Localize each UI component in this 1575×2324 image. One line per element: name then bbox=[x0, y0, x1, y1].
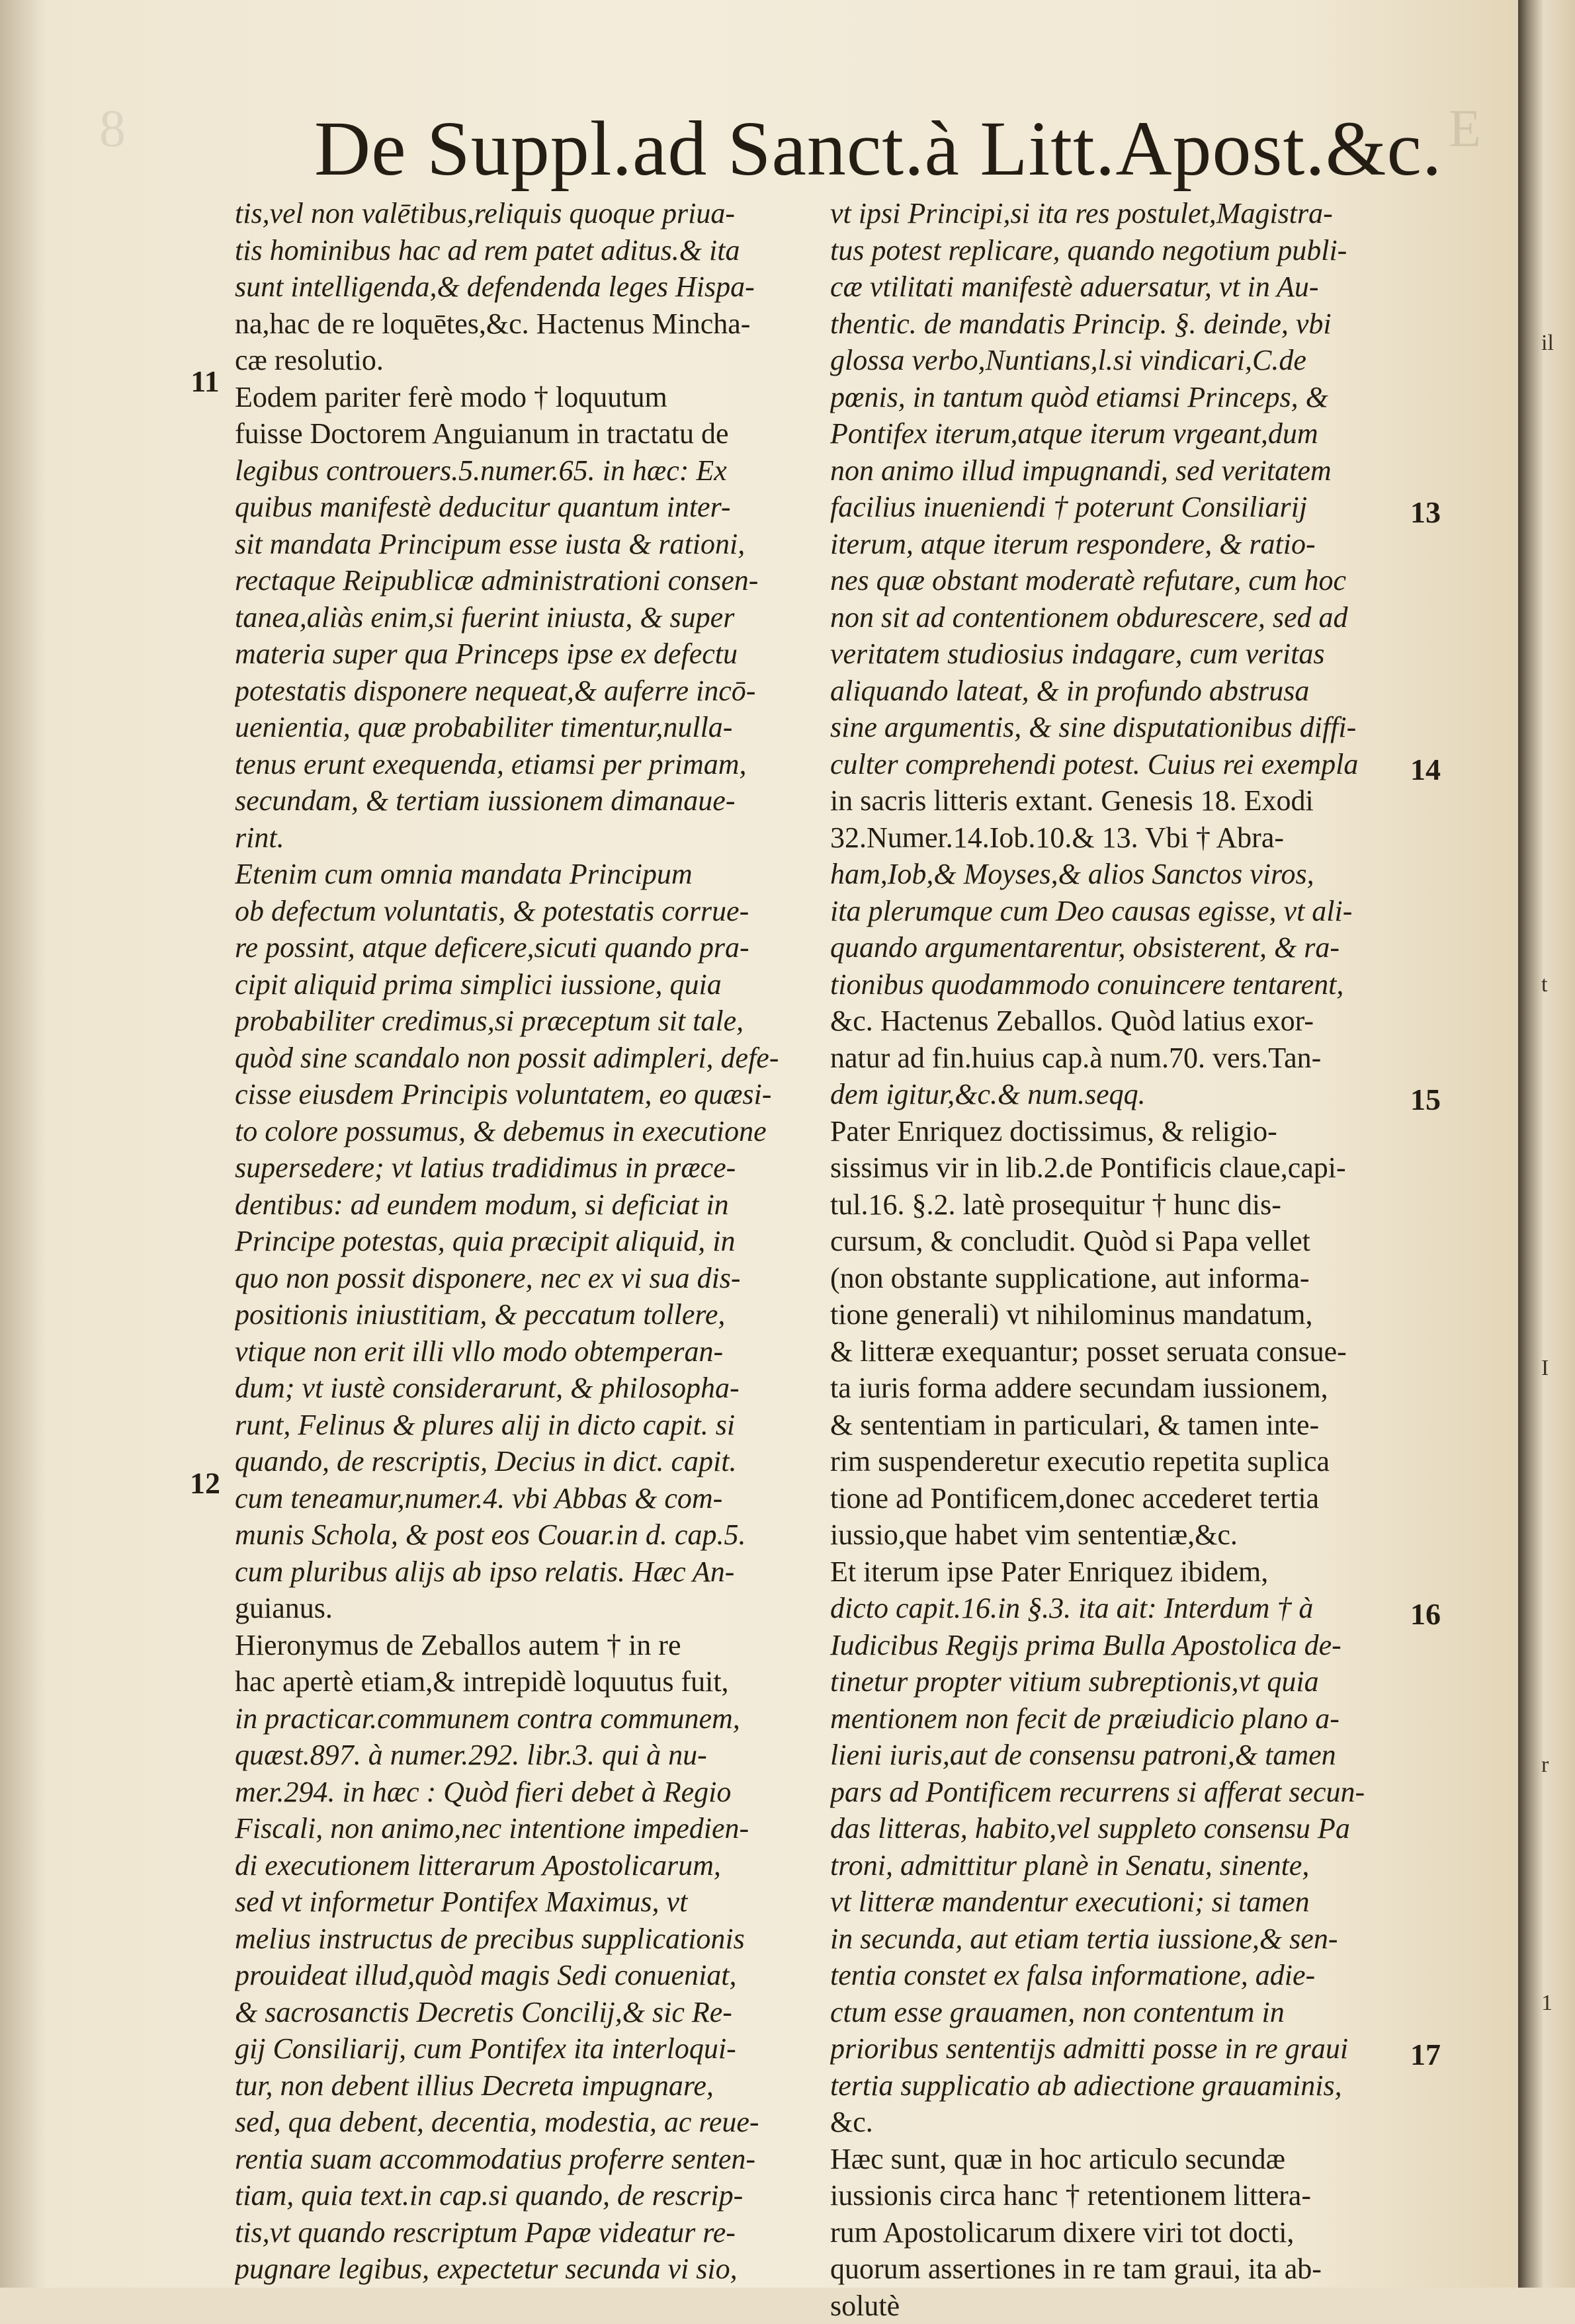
text-line: pœnis, in tantum quòd etiamsi Princeps, & bbox=[830, 379, 1412, 416]
text-line: tenus erunt exequenda, etiamsi per primam, bbox=[235, 746, 817, 783]
text-line: sine argumentis, & sine disputationibus diffi- bbox=[830, 709, 1412, 746]
text-line: sed vt informetur Pontifex Maximus, vt bbox=[235, 1884, 817, 1921]
text-line: quando argumentarentur, obsisterent, & ra- bbox=[830, 929, 1412, 966]
text-line: Hieronymus de Zeballos autem † in re bbox=[235, 1627, 817, 1664]
text-line: melius instructus de precibus supplicationis bbox=[235, 1921, 817, 1958]
text-line: legibus controuers.5.numer.65. in hæc: Ex bbox=[235, 452, 817, 489]
text-line: rectaque Reipublicæ administrationi consen- bbox=[235, 562, 817, 599]
text-line: ob defectum voluntatis, & potestatis corrue- bbox=[235, 893, 817, 930]
text-line: tinetur propter vitium subreptionis,vt quia bbox=[830, 1663, 1412, 1700]
margin-number-11: 11 bbox=[179, 364, 232, 399]
text-line: & sacrosanctis Decretis Concilij,& sic Re- bbox=[235, 1994, 817, 2031]
text-line: potestatis disponere nequeat,& auferre incō- bbox=[235, 673, 817, 710]
text-line: supersedere; vt latius tradidimus in præce- bbox=[235, 1149, 817, 1186]
text-line: & sententiam in particulari, & tamen inte- bbox=[830, 1407, 1412, 1444]
text-line: das litteras, habito,vel suppleto consensu Pa bbox=[830, 1810, 1412, 1847]
text-line: quorum assertiones in re tam graui, ita ab- bbox=[830, 2251, 1412, 2288]
text-line: runt, Felinus & plures alij in dicto capit. si bbox=[235, 1407, 817, 1444]
text-line: tentia constet ex falsa informatione, adie- bbox=[830, 1957, 1412, 1994]
text-line: tionibus quodammodo conuincere tentarent, bbox=[830, 966, 1412, 1003]
margin-number-12: 12 bbox=[179, 1466, 232, 1501]
text-line: cum pluribus alijs ab ipso relatis. Hæc An- bbox=[235, 1554, 817, 1591]
text-line: guianus. bbox=[235, 1590, 817, 1627]
text-line: (non obstante supplicatione, aut informa- bbox=[830, 1260, 1412, 1297]
text-line: quæst.897. à numer.292. libr.3. qui à nu- bbox=[235, 1737, 817, 1774]
text-line: cipit aliquid prima simplici iussione, quia bbox=[235, 966, 817, 1003]
text-line: pugnare legibus, expectetur secunda vi sio, bbox=[235, 2251, 817, 2288]
text-line: dum; vt iustè considerarunt, & philosopha- bbox=[235, 1370, 817, 1407]
text-line: to colore possumus, & debemus in executione bbox=[235, 1113, 817, 1150]
text-line: tis hominibus hac ad rem patet aditus.& ita bbox=[235, 232, 817, 269]
text-line: sed, qua debent, decentia, modestia, ac reue- bbox=[235, 2104, 817, 2141]
text-line: rint. bbox=[235, 819, 817, 856]
bleed-through-mark-right: E bbox=[1449, 99, 1481, 159]
text-line: ita plerumque cum Deo causas egisse, vt ali- bbox=[830, 893, 1412, 930]
bleed-through-mark: 8 bbox=[99, 99, 126, 159]
text-line: Eodem pariter ferè modo † loquutum bbox=[235, 379, 817, 416]
text-line: vt litteræ mandentur executioni; si tamen bbox=[830, 1884, 1412, 1921]
text-line: rentia suam accommodatius proferre senten- bbox=[235, 2141, 817, 2178]
running-head: De Suppl.ad Sanct.à Litt.Apost.&c. bbox=[314, 103, 1320, 195]
text-line: prouideat illud,quòd magis Sedi conueniat, bbox=[235, 1957, 817, 1994]
text-line: hac apertè etiam,& intrepidè loquutus fuit, bbox=[235, 1663, 817, 1700]
text-line: ham,Iob,& Moyses,& alios Sanctos viros, bbox=[830, 856, 1412, 893]
text-line: culter comprehendi potest. Cuius rei exempla bbox=[830, 746, 1412, 783]
text-line: tione ad Pontificem,donec accederet tertia bbox=[830, 1480, 1412, 1517]
text-line: rim suspenderetur executio repetita suplica bbox=[830, 1443, 1412, 1480]
text-line: probabiliter credimus,si præceptum sit tale, bbox=[235, 1003, 817, 1040]
text-line: & litteræ exequantur; posset seruata consue- bbox=[830, 1333, 1412, 1370]
text-line: tis,vel non valētibus,reliquis quoque priua- bbox=[235, 195, 817, 232]
text-line: positionis iniustitiam, & peccatum tollere, bbox=[235, 1296, 817, 1333]
text-line: cursum, & concludit. Quòd si Papa vellet bbox=[830, 1223, 1412, 1260]
text-line: quo non possit disponere, nec ex vi sua dis- bbox=[235, 1260, 817, 1297]
text-line: mer.294. in hæc : Quòd fieri debet à Regio bbox=[235, 1774, 817, 1811]
text-line: veritatem studiosius indagare, cum veritas bbox=[830, 636, 1412, 673]
text-line: re possint, atque deficere,sicuti quando pra- bbox=[235, 929, 817, 966]
text-line: ctum esse grauamen, non contentum in bbox=[830, 1994, 1412, 2031]
text-line: gij Consiliarij, cum Pontifex ita interloqui- bbox=[235, 2030, 817, 2067]
text-line: cisse eiusdem Principis voluntatem, eo quæsi- bbox=[235, 1076, 817, 1113]
edge-fragment: 1 bbox=[1541, 1991, 1568, 2016]
gutter-shadow bbox=[0, 0, 46, 2288]
text-line: mentionem non fecit de præiudicio plano a- bbox=[830, 1700, 1412, 1737]
text-line: iussio,que habet vim sententiæ,&c. bbox=[830, 1516, 1412, 1554]
margin-number-15: 15 bbox=[1399, 1082, 1452, 1117]
text-line: Iudicibus Regijs prima Bulla Apostolica de- bbox=[830, 1627, 1412, 1664]
text-line: natur ad fin.huius cap.à num.70. vers.Tan- bbox=[830, 1040, 1412, 1077]
text-line: Pater Enriquez doctissimus, & religio- bbox=[830, 1113, 1412, 1150]
text-line: nes quæ obstant moderatè refutare, cum hoc bbox=[830, 562, 1412, 599]
text-line: dem igitur,&c.& num.seqq. bbox=[830, 1076, 1412, 1113]
text-line: ta iuris forma addere secundam iussionem, bbox=[830, 1370, 1412, 1407]
edge-fragment: r bbox=[1541, 1753, 1568, 1778]
text-line: Fiscali, non animo,nec intentione impedien- bbox=[235, 1810, 817, 1847]
text-line: iterum, atque iterum respondere, & ratio- bbox=[830, 526, 1412, 563]
text-line: in secunda, aut etiam tertia iussione,& sen- bbox=[830, 1921, 1412, 1958]
text-line: troni, admittitur planè in Senatu, sinente, bbox=[830, 1847, 1412, 1884]
text-line: &c. Hactenus Zeballos. Quòd latius exor- bbox=[830, 1003, 1412, 1040]
text-line: tis,vt quando rescriptum Papæ videatur re- bbox=[235, 2214, 817, 2251]
text-line: solutè bbox=[830, 2288, 1412, 2324]
text-line: sit mandata Principum esse iusta & rationi, bbox=[235, 526, 817, 563]
text-line: aliquando lateat, & in profundo abstrusa bbox=[830, 673, 1412, 710]
text-line: facilius inueniendi † poterunt Consiliarij bbox=[830, 489, 1412, 526]
text-line: quòd sine scandalo non possit adimpleri, defe- bbox=[235, 1040, 817, 1077]
text-line: iussionis circa hanc † retentionem littera- bbox=[830, 2177, 1412, 2214]
text-line: di executionem litterarum Apostolicarum, bbox=[235, 1847, 817, 1884]
left-text-column bbox=[235, 195, 817, 2288]
text-line: vtique non erit illi vllo modo obtemperan- bbox=[235, 1333, 817, 1370]
text-line: secundam, & tertiam iussionem dimanaue- bbox=[235, 782, 817, 819]
margin-number-16: 16 bbox=[1399, 1597, 1452, 1632]
text-line: lieni iuris,aut de consensu patroni,& tamen bbox=[830, 1737, 1412, 1774]
text-line: tanea,aliàs enim,si fuerint iniusta, & super bbox=[235, 599, 817, 636]
text-line: munis Schola, & post eos Couar.in d. cap.5. bbox=[235, 1516, 817, 1554]
text-line: dentibus: ad eundem modum, si deficiat in bbox=[235, 1186, 817, 1224]
text-line: non sit ad contentionem obdurescere, sed ad bbox=[830, 599, 1412, 636]
text-line: Et iterum ipse Pater Enriquez ibidem, bbox=[830, 1554, 1412, 1591]
text-line: quibus manifestè deducitur quantum inter- bbox=[235, 489, 817, 526]
text-line: in practicar.communem contra communem, bbox=[235, 1700, 817, 1737]
edge-fragment: il bbox=[1541, 331, 1568, 356]
text-line: rum Apostolicarum dixere viri tot docti, bbox=[830, 2214, 1412, 2251]
text-line: cæ vtilitati manifestè aduersatur, vt in Au- bbox=[830, 269, 1412, 306]
text-line: tiam, quia text.in cap.si quando, de rescrip- bbox=[235, 2177, 817, 2214]
text-line: prioribus sententijs admitti posse in re graui bbox=[830, 2030, 1412, 2067]
text-line: tertia supplicatio ab adiectione grauaminis, bbox=[830, 2067, 1412, 2104]
text-line: tul.16. §.2. latè prosequitur † hunc dis- bbox=[830, 1186, 1412, 1224]
margin-number-13: 13 bbox=[1399, 495, 1452, 530]
text-line: tur, non debent illius Decreta impugnare, bbox=[235, 2067, 817, 2104]
right-text-column bbox=[830, 195, 1412, 2324]
text-line: 32.Numer.14.Iob.10.& 13. Vbi † Abra- bbox=[830, 819, 1412, 856]
margin-number-14: 14 bbox=[1399, 752, 1452, 787]
text-line: Pontifex iterum,atque iterum vrgeant,dum bbox=[830, 415, 1412, 452]
edge-fragment: I bbox=[1541, 1356, 1568, 1381]
text-line: cum teneamur,numer.4. vbi Abbas & com- bbox=[235, 1480, 817, 1517]
text-line: quando, de rescriptis, Decius in dict. capit. bbox=[235, 1443, 817, 1480]
text-line: cæ resolutio. bbox=[235, 342, 817, 379]
text-line: Hæc sunt, quæ in hoc articulo secundæ bbox=[830, 2141, 1412, 2178]
text-line: sissimus vir in lib.2.de Pontificis claue,capi- bbox=[830, 1149, 1412, 1186]
margin-number-17: 17 bbox=[1399, 2037, 1452, 2072]
text-line: uenientia, quæ probabiliter timentur,nulla- bbox=[235, 709, 817, 746]
text-line: in sacris litteris extant. Genesis 18. Exodi bbox=[830, 782, 1412, 819]
text-line: sunt intelligenda,& defendenda leges Hispa- bbox=[235, 269, 817, 306]
text-line: tione generali) vt nihilominus mandatum, bbox=[830, 1296, 1412, 1333]
text-line: dicto capit.16.in §.3. ita ait: Interdum † à bbox=[830, 1590, 1412, 1627]
text-line: thentic. de mandatis Princip. §. deinde, vbi bbox=[830, 306, 1412, 343]
text-line: glossa verbo,Nuntians,l.si vindicari,C.de bbox=[830, 342, 1412, 379]
edge-fragment: t bbox=[1541, 972, 1568, 997]
text-line: Etenim cum omnia mandata Principum bbox=[235, 856, 817, 893]
text-line: materia super qua Princeps ipse ex defectu bbox=[235, 636, 817, 673]
text-line: non animo illud impugnandi, sed veritatem bbox=[830, 452, 1412, 489]
text-line: na,hac de re loquētes,&c. Hactenus Mincha- bbox=[235, 306, 817, 343]
text-line: tus potest replicare, quando negotium publi- bbox=[830, 232, 1412, 269]
text-line: vt ipsi Principi,si ita res postulet,Magistra- bbox=[830, 195, 1412, 232]
text-line: fuisse Doctorem Anguianum in tractatu de bbox=[235, 415, 817, 452]
text-line: Principe potestas, quia præcipit aliquid, in bbox=[235, 1223, 817, 1260]
text-line: &c. bbox=[830, 2104, 1412, 2141]
text-line: pars ad Pontificem recurrens si afferat secun- bbox=[830, 1774, 1412, 1811]
